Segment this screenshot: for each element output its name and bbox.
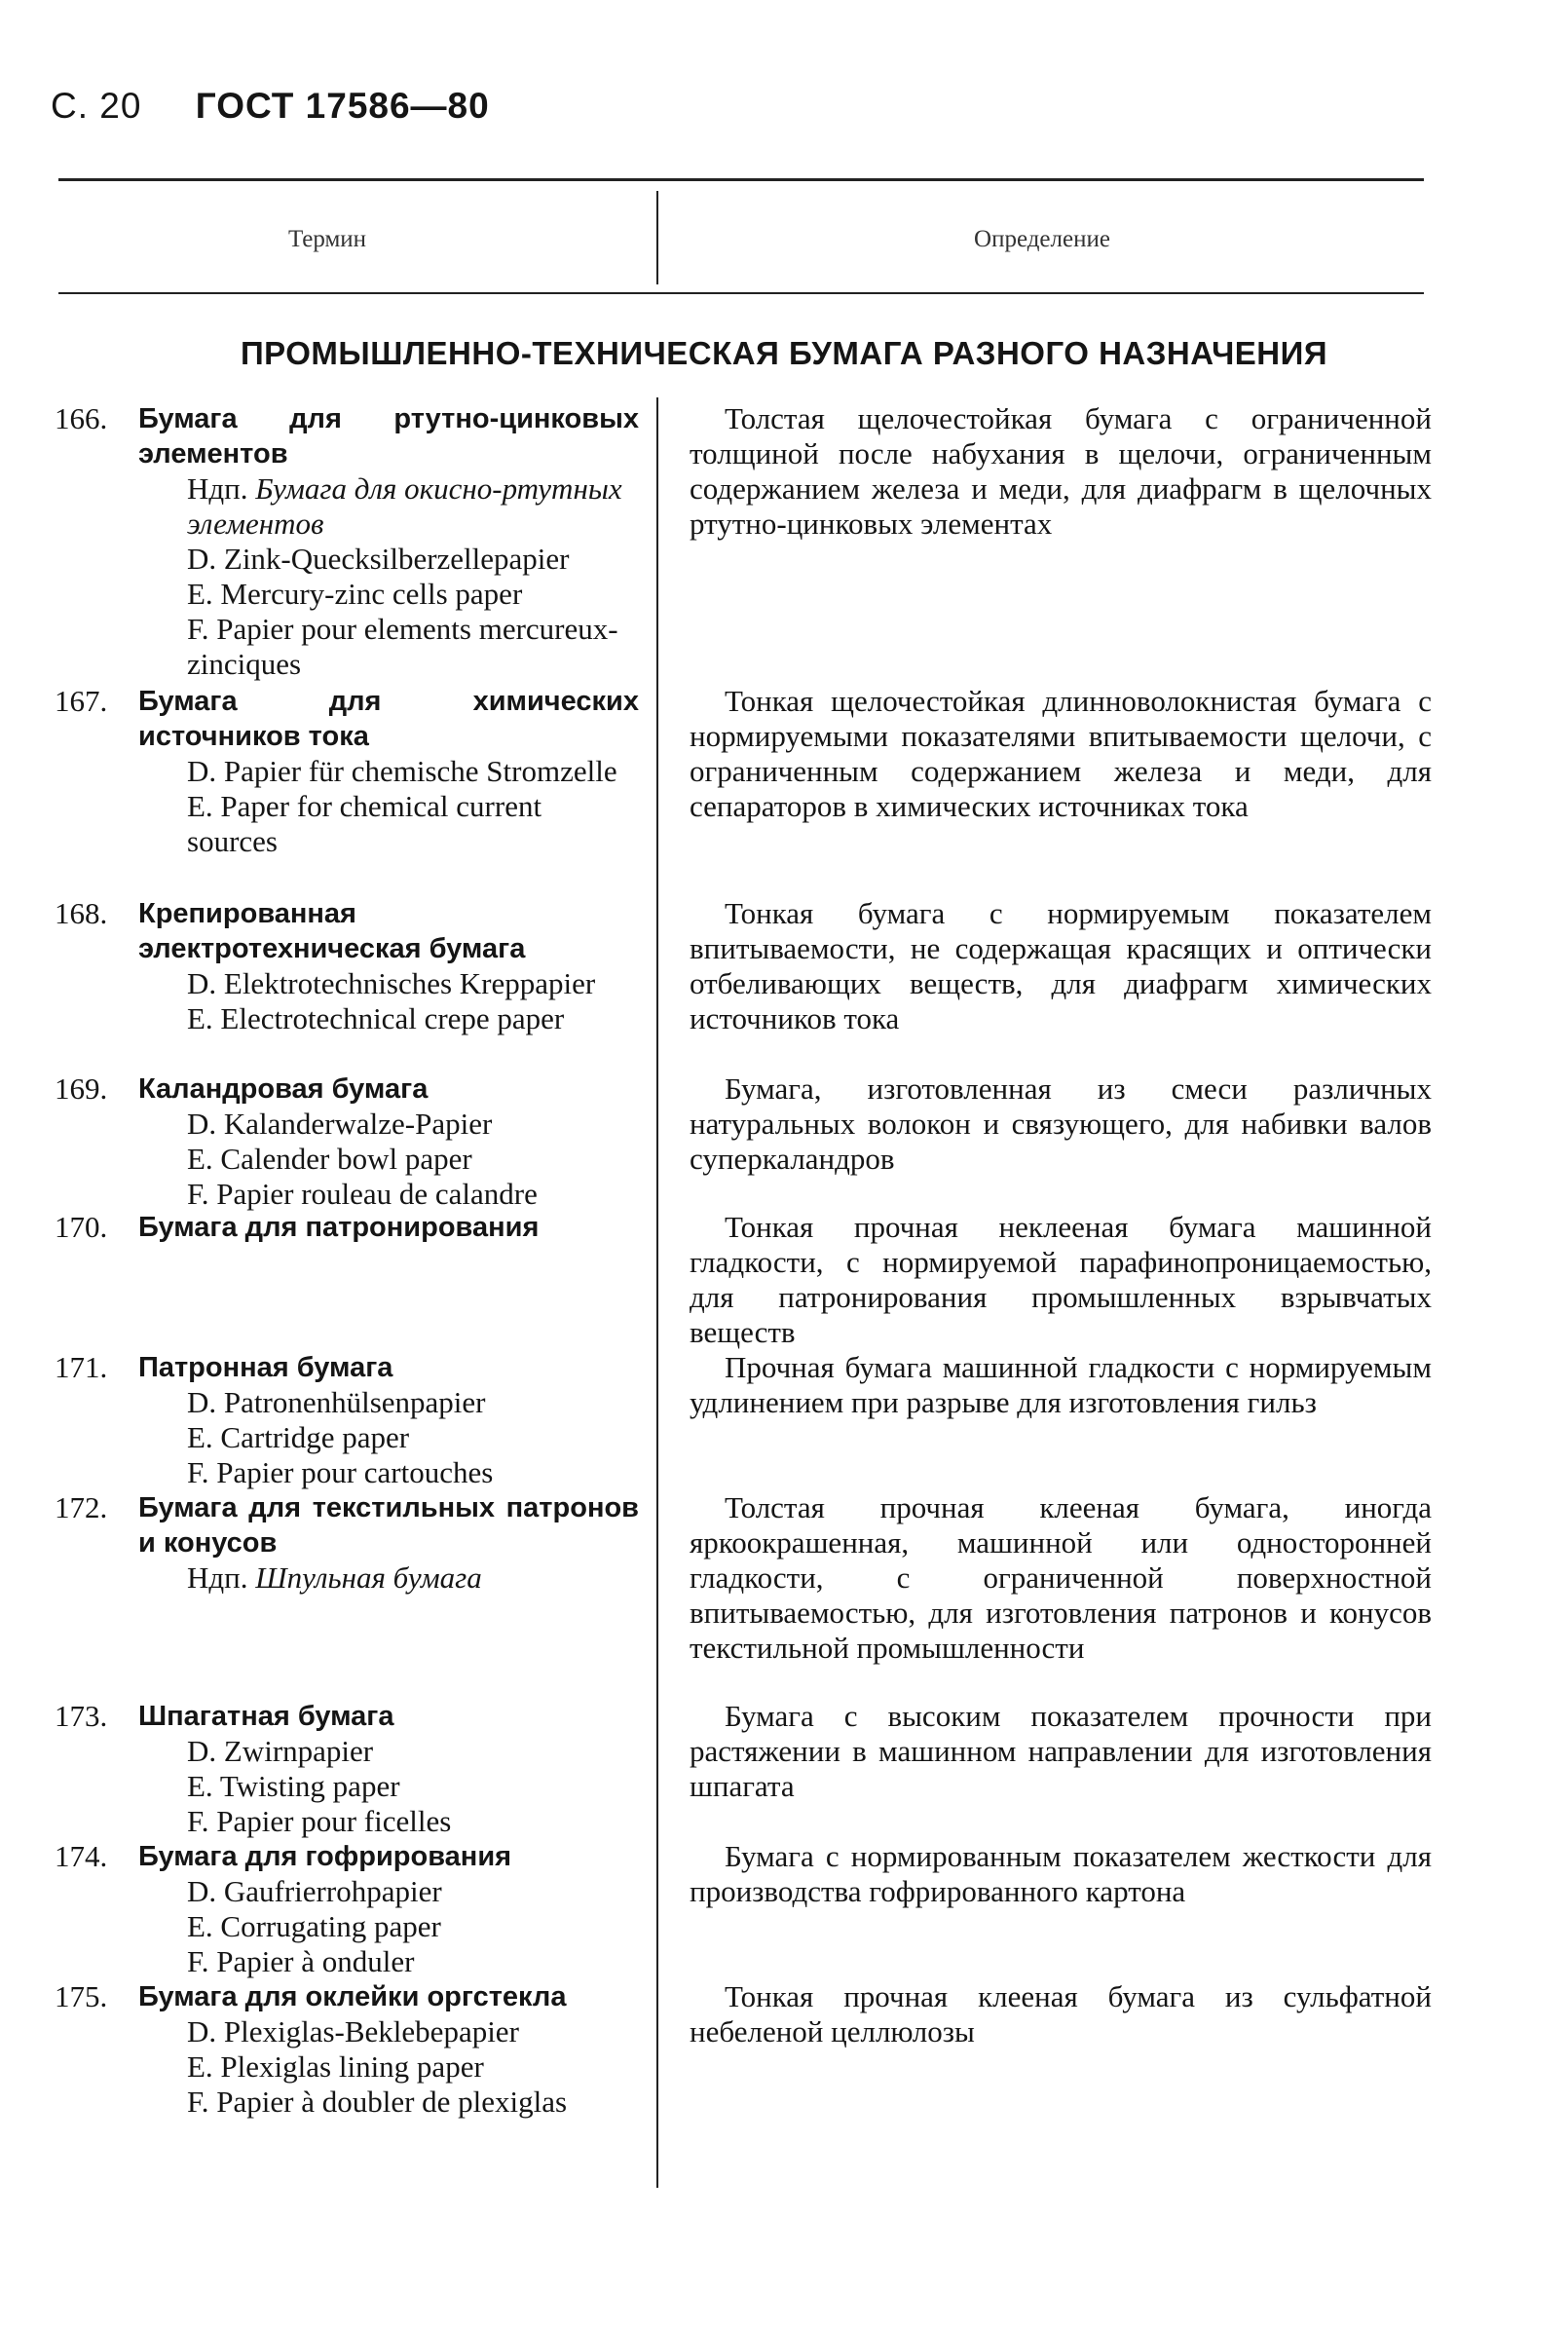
definition-168: Тонкая бумага с нормируемым показателем впитываемости, не содержащая красящих и оптически отбеливающих веществ, для диафрагм химических источников тока: [690, 896, 1432, 1035]
term-name: Патронная бумага: [138, 1352, 393, 1383]
term-entry-174: [55, 1839, 639, 1979]
entry-number: 173.: [55, 1699, 108, 1733]
term-entry-166: [55, 401, 639, 682]
term-german: D. Gaufrierrohpapier: [187, 1874, 442, 1908]
term-entry-169: [55, 1071, 639, 1212]
term-name: Бумага для оклейки оргстекла: [138, 1981, 567, 2012]
term-german: D. Elektrotechnisches Kreppapier: [187, 966, 596, 1000]
entry-number: 168.: [55, 896, 108, 930]
definition-174: Бумага с нормированным показателем жесткости для производства гофрированного картона: [690, 1839, 1432, 1908]
definition-172: Толстая прочная клееная бумага, иногда яркоокрашенная, машинной или односторонней гладкости, с ограниченной поверхностной впитываемостью, для изготовления патронов и конусов текстильной промышленности: [690, 1490, 1432, 1665]
entry-number: 167.: [55, 684, 108, 718]
definition-169: Бумага, изготовленная из смеси различных натуральных волокон и связующего, для набивки валов суперкаландров: [690, 1071, 1432, 1176]
page-header: [51, 86, 490, 127]
definition-171: Прочная бумага машинной гладкости с нормируемым удлинением при разрыве для изготовления гильз: [690, 1350, 1432, 1419]
section-title: ПРОМЫШЛЕННО-ТЕХНИЧЕСКАЯ БУМАГА РАЗНОГО НАЗНАЧЕНИЯ: [240, 335, 1328, 371]
definition-170: Тонкая прочная неклееная бумага машинной гладкости, с нормируемой парафинопроницаемостью, для патронирования промышленных взрывчатых веществ: [690, 1210, 1432, 1349]
standard-title: ГОСТ 17586—80: [195, 86, 490, 126]
column-header-definition: Определение: [974, 226, 1110, 252]
definition-175: Тонкая прочная клееная бумага из сульфатной небеленой целлюлозы: [690, 1979, 1432, 2048]
term-french: F. Papier à onduler: [187, 1944, 415, 1978]
header-rule-top: [58, 178, 1424, 181]
term-name: Бумага для гофрирования: [138, 1841, 512, 1872]
page-number: С. 20: [51, 86, 142, 126]
term-german: D. Zink-Quecksilberzellepapier: [187, 542, 570, 576]
term-german: D. Kalanderwalze-Papier: [187, 1107, 493, 1141]
term-name: Бумага для химических источников тока: [138, 686, 639, 752]
ndp-term: Бумага для окисно-ртутных элементов: [187, 471, 622, 541]
term-french: F. Papier rouleau de calandre: [187, 1177, 538, 1211]
term-german: D. Patronenhülsenpapier: [187, 1385, 486, 1419]
column-divider: [656, 397, 658, 2188]
term-name: Крепированная электротехническая бумага: [138, 898, 526, 964]
term-name: Бумага для ртутно-цинковых элементов: [138, 403, 639, 470]
term-french: F. Papier pour ficelles: [187, 1804, 452, 1838]
term-english: E. Paper for chemical current sources: [187, 789, 542, 858]
entry-number: 170.: [55, 1210, 108, 1244]
definition-173: Бумага с высоким показателем прочности при растяжении в машинном направлении для изготовления шпагата: [690, 1699, 1432, 1803]
term-entry-167: [55, 684, 639, 859]
entry-number: 172.: [55, 1490, 108, 1524]
term-entry-170: [55, 1210, 639, 1245]
entry-number: 169.: [55, 1071, 108, 1106]
term-english: E. Mercury-zinc cells paper: [187, 577, 523, 611]
term-name: Каландровая бумага: [138, 1073, 429, 1105]
definition-167: Тонкая щелочестойкая длинноволокнистая бумага с нормируемыми показателями впитываемости щелочи, с ограниченным содержанием железа и меди, для сепараторов в химических источниках тока: [690, 684, 1432, 823]
definition-166: Толстая щелочестойкая бумага с ограниченной толщиной после набухания в щелочи, ограниченным содержанием железа и меди, для диафрагм в щелочных ртутно-цинковых элементах: [690, 401, 1432, 541]
column-header-term: Термин: [287, 226, 367, 252]
term-entry-173: [55, 1699, 639, 1839]
ndp-term: Шпульная бумага: [255, 1560, 482, 1595]
entry-number: 174.: [55, 1839, 108, 1873]
ndp-label: Ндп.: [187, 1560, 248, 1595]
term-entry-172: [55, 1490, 639, 1596]
term-german: D. Zwirnpapier: [187, 1734, 374, 1768]
term-english: E. Twisting paper: [187, 1769, 400, 1803]
entry-number: 166.: [55, 401, 108, 435]
ndp-label: Ндп.: [187, 471, 248, 506]
term-english: E. Calender bowl paper: [187, 1142, 472, 1176]
term-entry-168: [55, 896, 639, 1036]
deprecated-term: [187, 1560, 639, 1596]
term-english: E. Electrotechnical crepe paper: [187, 1001, 565, 1035]
deprecated-term: [187, 471, 639, 542]
entry-number: 175.: [55, 1979, 108, 2013]
term-name: Шпагатная бумага: [138, 1701, 394, 1732]
term-french: F. Papier à doubler de plexiglas: [187, 2085, 568, 2119]
header-rule-bottom: [58, 292, 1424, 294]
term-french: F. Papier pour cartouches: [187, 1455, 494, 1489]
term-english: E. Cartridge paper: [187, 1420, 410, 1454]
term-entry-171: [55, 1350, 639, 1490]
term-german: D. Plexiglas-Beklebepapier: [187, 2014, 519, 2048]
term-english: E. Corrugating paper: [187, 1909, 441, 1943]
term-french: F. Papier pour elements mercureux-zinciques: [187, 612, 618, 681]
entry-number: 171.: [55, 1350, 108, 1384]
term-german: D. Papier für chemische Stromzelle: [187, 754, 617, 788]
term-name: Бумага для текстильных патронов и конусов: [138, 1492, 639, 1559]
term-name: Бумага для патронирования: [138, 1212, 540, 1243]
column-header-divider: [656, 191, 658, 284]
term-entry-175: [55, 1979, 639, 2120]
term-english: E. Plexiglas lining paper: [187, 2049, 484, 2084]
